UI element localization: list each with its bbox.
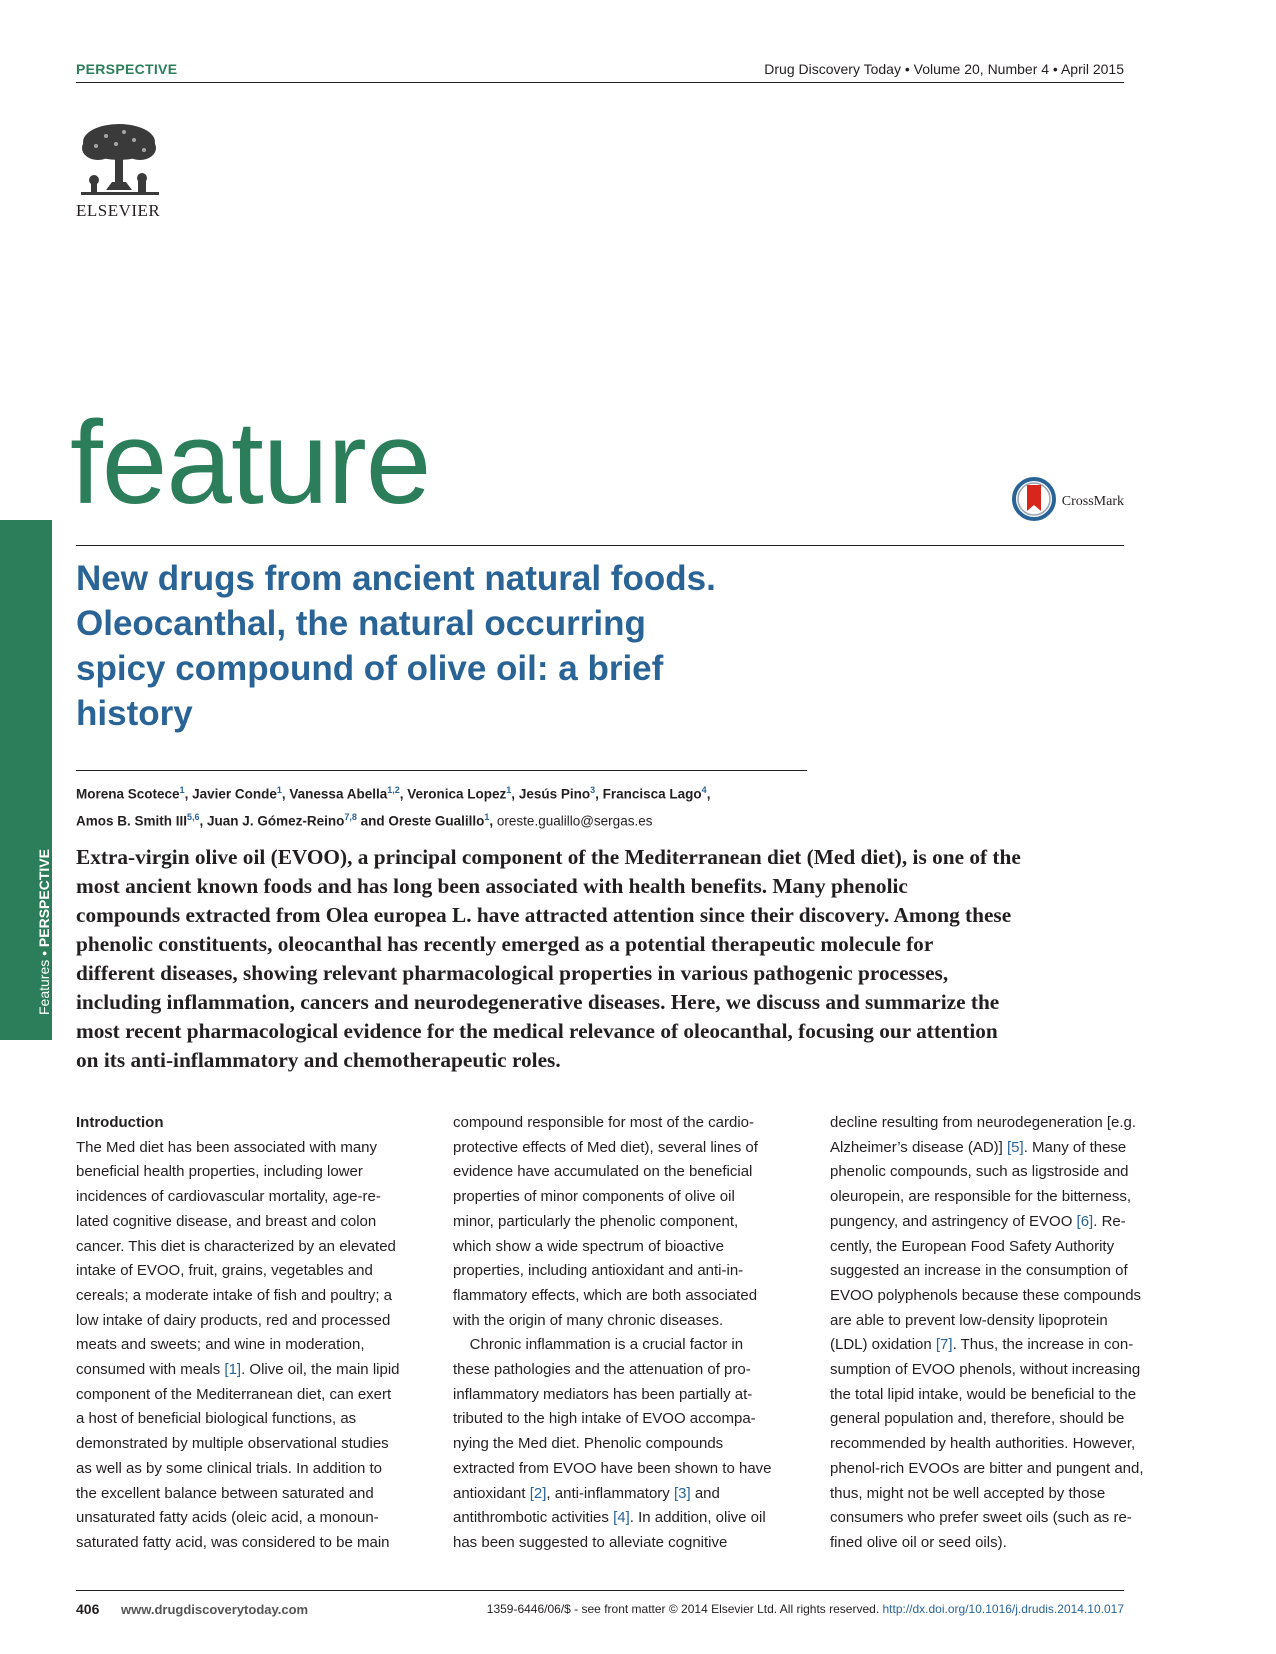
text-line: evidence have accumulated on the beneficial bbox=[453, 1163, 753, 1181]
text-line: as well as by some clinical trials. In addition to bbox=[76, 1459, 382, 1477]
text-line: the total lipid intake, would be beneficial to the bbox=[830, 1385, 1137, 1403]
title-line: history bbox=[76, 694, 193, 733]
citation-link[interactable]: [7] bbox=[935, 1336, 953, 1354]
title-line: Oleocanthal, the natural occurring bbox=[76, 604, 646, 643]
text-line: the excellent balance between saturated and bbox=[76, 1484, 374, 1502]
abstract-line: different diseases, showing relevant pharmacological properties in various pathogenic processes, bbox=[76, 961, 949, 985]
publisher-name: ELSEVIER bbox=[76, 201, 161, 220]
body-column-3 bbox=[830, 1111, 1190, 1556]
title-line: spicy compound of olive oil: a brief bbox=[76, 649, 664, 688]
article-title bbox=[76, 556, 836, 736]
text-line: nying the Med diet. Phenolic compounds bbox=[453, 1435, 724, 1453]
text-line: phenol-rich EVOOs are bitter and pungent and, bbox=[830, 1459, 1144, 1477]
text-line: flammatory effects, which are both associated bbox=[453, 1286, 758, 1304]
text-line: The Med diet has been associated with many bbox=[76, 1138, 378, 1156]
author-affiliation: 4 bbox=[701, 785, 707, 795]
abstract-line: most recent pharmacological evidence for the medical relevance of oleocanthal, focusing our attention bbox=[76, 1019, 998, 1043]
text-line: Chronic inflammation is a crucial factor in bbox=[453, 1336, 744, 1354]
crossmark-label: CrossMark bbox=[1061, 493, 1124, 509]
feature-heading: feature bbox=[70, 397, 431, 529]
author-affiliation: 5,6 bbox=[187, 811, 200, 822]
side-section-label: Features • PERSPECTIVE bbox=[36, 849, 52, 1015]
abstract-line: most ancient known foods and has long been associated with health benefits. Many phenolic bbox=[76, 874, 908, 898]
text-line: which show a wide spectrum of bioactive bbox=[453, 1237, 724, 1255]
text-line: EVOO polyphenols because these compounds bbox=[830, 1286, 1142, 1304]
author-name: Amos B. Smith III bbox=[76, 813, 188, 828]
text-line: meats and sweets; and wine in moderation, bbox=[76, 1336, 365, 1354]
doi-link[interactable]: http://dx.doi.org/10.1016/j.drudis.2014.10.017 bbox=[882, 1602, 1124, 1616]
text-line: Alzheimer’s disease (AD)] [5]. Many of these bbox=[830, 1138, 1127, 1156]
text-line: thus, might not be well accepted by those bbox=[830, 1484, 1106, 1502]
text-line: properties, including antioxidant and anti-in- bbox=[453, 1262, 744, 1280]
author-affiliation: 1 bbox=[506, 785, 512, 795]
text-line: (LDL) oxidation [7]. Thus, the increase in con- bbox=[830, 1336, 1134, 1354]
section-label: PERSPECTIVE bbox=[76, 61, 178, 77]
text-line: with the origin of many chronic diseases. bbox=[453, 1311, 724, 1329]
text-line: properties of minor components of olive oil bbox=[453, 1188, 735, 1206]
abstract-line: on its anti-inflammatory and chemotherapeutic roles. bbox=[76, 1048, 561, 1072]
text-line: unsaturated fatty acids (oleic acid, a monoun- bbox=[76, 1509, 379, 1527]
crossmark-icon bbox=[1012, 477, 1056, 526]
text-line: incidences of cardiovascular mortality, age-re- bbox=[76, 1188, 381, 1206]
text-line: protective effects of Med diet), several lines of bbox=[453, 1138, 758, 1156]
authors-divider bbox=[76, 770, 807, 771]
author-name: Jesús Pino bbox=[518, 786, 591, 802]
crossmark-badge[interactable] bbox=[1012, 477, 1124, 526]
text-line: pungency, and astringency of EVOO [6]. Re- bbox=[830, 1212, 1126, 1230]
text-line: consumers who prefer sweet oils (such as re- bbox=[830, 1509, 1132, 1527]
author-name: Morena Scotece bbox=[76, 786, 180, 802]
author-email-link[interactable]: oreste.gualillo@sergas.es bbox=[496, 813, 653, 828]
text-line: oleuropein, are responsible for the bitterness, bbox=[830, 1188, 1132, 1206]
text-line: decline resulting from neurodegeneration [e.g. bbox=[830, 1114, 1137, 1131]
author-name: Francisca Lago bbox=[602, 786, 702, 802]
footer-divider bbox=[76, 1590, 1124, 1591]
body-column-1 bbox=[76, 1111, 436, 1556]
text-line: beneficial health properties, including lower bbox=[76, 1163, 363, 1181]
footer-copyright bbox=[487, 1602, 1124, 1616]
text-line: cently, the European Food Safety Authority bbox=[830, 1237, 1115, 1255]
citation-link[interactable]: [2] bbox=[529, 1484, 547, 1502]
text-line: extracted from EVOO have been shown to have bbox=[453, 1459, 772, 1477]
text-line: saturated fatty acid, was considered to be main bbox=[76, 1533, 390, 1551]
author-affiliation: 1 bbox=[179, 785, 185, 795]
text-line: are able to prevent low-density lipoprotein bbox=[830, 1311, 1108, 1329]
author-name: Veronica Lopez bbox=[407, 786, 507, 802]
text-line: fined olive oil or seed oils). bbox=[830, 1533, 1007, 1551]
title-line: New drugs from ancient natural foods. bbox=[76, 559, 716, 598]
author-name: Vanessa Abella bbox=[289, 786, 388, 802]
text-line: antithrombotic activities [4]. In addition, olive oil bbox=[453, 1509, 766, 1527]
text-line: phenolic compounds, such as ligstroside and bbox=[830, 1163, 1129, 1181]
author-name: Oreste Gualillo bbox=[388, 813, 485, 828]
citation-link[interactable]: [3] bbox=[673, 1484, 691, 1502]
author-affiliation: 3 bbox=[590, 785, 596, 795]
text-line: has been suggested to alleviate cognitive bbox=[453, 1533, 728, 1551]
journal-citation: Drug Discovery Today • Volume 20, Number 4 • April 2015 bbox=[764, 61, 1124, 77]
abstract-line: compounds extracted from Olea europea L. have attracted attention since their discovery. Among these bbox=[76, 903, 1012, 927]
header-divider bbox=[76, 82, 1124, 83]
text-line: cereals; a moderate intake of fish and poultry; a bbox=[76, 1286, 393, 1304]
abstract-line: phenolic constituents, oleocanthal has recently emerged as a potential therapeutic molecule for bbox=[76, 932, 934, 956]
page-number: 406 bbox=[76, 1601, 100, 1617]
feature-divider bbox=[76, 545, 1124, 546]
text-line: compound responsible for most of the cardio- bbox=[453, 1114, 754, 1131]
author-affiliation: 1,2 bbox=[387, 785, 400, 795]
text-line: a host of beneficial biological functions, as bbox=[76, 1410, 357, 1428]
abstract-line: Extra-virgin olive oil (EVOO), a principal component of the Mediterranean diet (Med diet), is one of the bbox=[76, 845, 1021, 869]
text-line: recommended by health authorities. However, bbox=[830, 1435, 1136, 1453]
citation-link[interactable]: [1] bbox=[224, 1361, 242, 1379]
text-line: lated cognitive disease, and breast and colon bbox=[76, 1212, 377, 1230]
text-line: demonstrated by multiple observational studies bbox=[76, 1435, 389, 1453]
text-line: antioxidant [2], anti-inflammatory [3] and bbox=[453, 1484, 720, 1502]
text-line: suggested an increase in the consumption of bbox=[830, 1262, 1128, 1280]
body-column-2 bbox=[453, 1111, 813, 1556]
text-line: intake of EVOO, fruit, grains, vegetables and bbox=[76, 1262, 373, 1280]
section-heading-introduction: Introduction bbox=[76, 1114, 164, 1131]
text-line: low intake of dairy products, red and processed bbox=[76, 1311, 391, 1329]
text-line: sumption of EVOO phenols, without increasing bbox=[830, 1361, 1141, 1379]
text-line: these pathologies and the attenuation of pro- bbox=[453, 1361, 751, 1379]
text-line: cancer. This diet is characterized by an elevated bbox=[76, 1237, 396, 1255]
text-line: minor, particularly the phenolic component, bbox=[453, 1212, 739, 1230]
text-line: inflammatory mediators has been partially at- bbox=[453, 1385, 753, 1403]
text-line: component of the Mediterranean diet, can exert bbox=[76, 1385, 392, 1403]
author-name: Juan J. Gómez-Reino bbox=[207, 813, 345, 828]
author-name: Javier Conde bbox=[192, 786, 277, 802]
author-affiliation: 1 bbox=[484, 811, 490, 822]
citation-link[interactable]: [5] bbox=[1007, 1138, 1024, 1156]
journal-website-link[interactable]: www.drugdiscoverytoday.com bbox=[121, 1602, 309, 1617]
abstract-line: including inflammation, cancers and neurodegenerative diseases. Here, we discuss and summarize the bbox=[76, 990, 1000, 1014]
author-affiliation: 1 bbox=[276, 785, 282, 795]
text-line: general population and, therefore, should be bbox=[830, 1410, 1125, 1428]
abstract bbox=[76, 843, 1132, 1075]
citation-link[interactable]: [4] bbox=[613, 1509, 630, 1527]
author-affiliation: 7,8 bbox=[344, 811, 357, 822]
author-list: Morena Scotece$^1$, Javier Conde$^1$, Vanessa Abella$^{1,2}$, Veronica Lopez$^1$, Jesús Pino$^3$, Francisca Lago$^4$, Amos B. Smith III$^{5,6}$, Juan J. Gómez-Reino$^{7,8}$ and Oreste Gualillo$^1$, oreste.gualillo@sergas.es bbox=[76, 785, 711, 828]
text-line: tributed to the high intake of EVOO accompa- bbox=[453, 1410, 756, 1428]
citation-link[interactable]: [6] bbox=[1076, 1212, 1094, 1230]
elsevier-tree-icon bbox=[76, 120, 166, 198]
copyright-text: 1359-6446/06/$ - see front matter © 2014 Elsevier Ltd. All rights reserved. bbox=[486, 1602, 883, 1616]
text-line: consumed with meals [1]. Olive oil, the main lipid bbox=[76, 1361, 400, 1379]
